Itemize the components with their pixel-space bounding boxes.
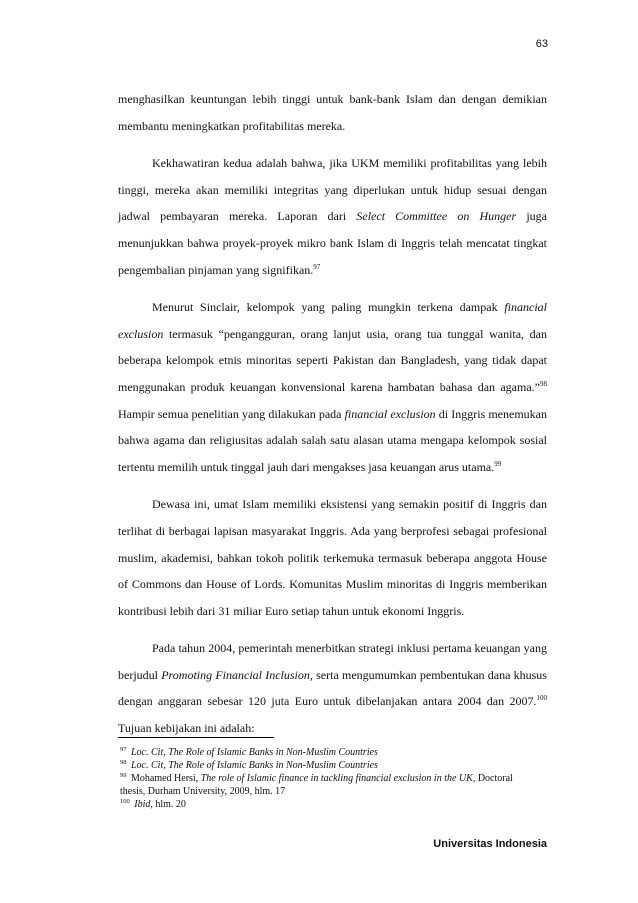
page-number: 63 [535, 38, 548, 50]
italic-text: financial exclusion [344, 406, 436, 421]
paragraph [118, 294, 547, 480]
text-run: menghasilkan keuntungan lebih tinggi untuk bank-bank Islam dan dengan demikian membantu meningkatkan profitabilitas mereka. [118, 92, 547, 133]
italic-text: Select Committee on Hunger [356, 209, 517, 224]
university-footer: Universitas Indonesia [433, 838, 547, 850]
footnote-reference: 98 [540, 379, 547, 388]
italic-text: Loc. Cit, The Role of Islamic Banks in Non-Muslim Countries [131, 760, 378, 771]
italic-text: Loc. Cit, The Role of Islamic Banks in Non-Muslim Countries [131, 747, 378, 758]
text-run: Menurut Sinclair, kelompok yang paling mungkin terkena dampak [152, 300, 505, 315]
footnote-number: 97 [120, 745, 127, 753]
text-run: Hampir semua penelitian yang dilakukan pada [118, 406, 345, 421]
footnotes [120, 746, 540, 811]
paragraph [118, 86, 547, 139]
paragraph [118, 150, 547, 283]
footnote-reference: 97 [313, 262, 321, 271]
text-run: Pada tahun 2004, pemerintah menerbitkan strategi inklusi pertama keuangan yang berjudul [118, 641, 547, 682]
footnote [120, 772, 540, 798]
footnote-number: 100 [120, 797, 130, 805]
footnote [120, 798, 540, 811]
footnote [120, 759, 540, 772]
italic-text: The role of Islamic finance in tackling financial exclusion in the UK [200, 773, 473, 784]
text-run: Tujuan kebijakan ini adalah: [118, 721, 255, 736]
footnote-number: 99 [120, 771, 127, 779]
italic-text: financial exclusion [118, 300, 547, 341]
text-run: termasuk “pengangguran, orang lanjut usia, orang tua tunggal wanita, dan beberapa kelompok etnis minoritas seperti Pakistan dan Bangladesh, yang tidak dapat menggunakan produk keuangan konvensional karena hambatan bahasa dan agama.” [118, 326, 547, 394]
text-run: , hlm. 20 [150, 799, 186, 810]
paragraph [118, 491, 547, 624]
italic-text: Promoting Financial Inclusion [161, 667, 310, 682]
text-run: , Doctoral thesis, Durham University, 2009, hlm. 17 [120, 773, 513, 797]
text-run: juga menunjukkan bahwa proyek-proyek mikro bank Islam di Inggris telah mencatat tingkat pengembalian pinjaman yang signifikan. [118, 209, 547, 277]
text-run: Kekhawatiran kedua adalah bahwa, jika UKM memiliki profitabilitas yang lebih tinggi, mereka akan memiliki integritas yang diperlukan untuk hidup sesuai dengan jadwal pembayaran mereka. Laporan dari [118, 156, 547, 224]
footnote-separator [118, 737, 274, 738]
footnote [120, 746, 540, 759]
italic-text: Ibid [134, 799, 151, 810]
footnote-reference: 100 [536, 694, 547, 703]
text-run: , serta mengumumkan pembentukan dana khusus dengan anggaran sebesar 120 juta Euro untuk dibelanjakan antara 2004 dan 2007. [118, 667, 547, 709]
footnote-reference: 99 [494, 459, 502, 468]
text-run: Mohamed Hersi, [128, 773, 201, 784]
text-run: di Inggris menemukan bahwa agama dan religiusitas adalah salah satu alasan utama mengapa kelompok sosial tertentu memilih untuk tinggal jauh dari mengakses jasa keuangan arus utama. [118, 406, 547, 474]
body-text [118, 86, 547, 742]
text-run: Dewasa ini, umat Islam memiliki eksistensi yang semakin positif di Inggris dan terlihat di berbagai lapisan masyarakat Inggris. Ada yang berprofesi sebagai profesional muslim, akademisi, bahkan tokoh politik terkemuka termasuk beberapa anggota House of Commons dan House of Lords. Komunitas Muslim minoritas di Inggris memberikan kontribusi lebih dari 31 miliar Euro setiap tahun untuk ekonomi Inggris. [118, 497, 547, 618]
paragraph [118, 635, 547, 741]
footnote-number: 98 [120, 758, 127, 766]
